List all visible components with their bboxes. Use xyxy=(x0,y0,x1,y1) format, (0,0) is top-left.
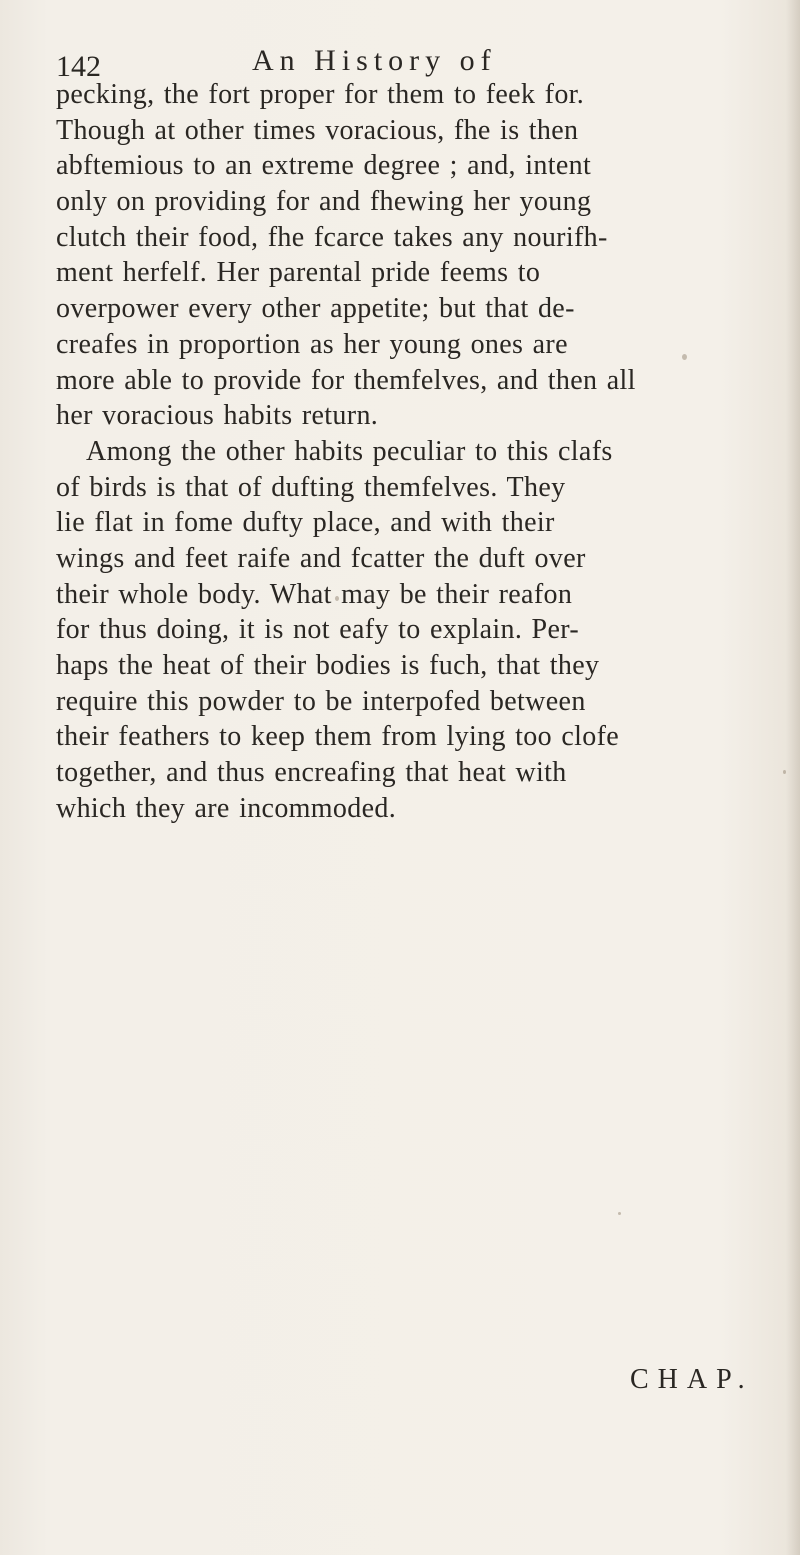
text-line: of birds is that of dufting themfelves. They xyxy=(56,471,566,503)
paper-speck xyxy=(783,770,786,774)
text-line: pecking, the fort proper for them to feek for. xyxy=(56,79,585,110)
text-line: her voracious habits return. xyxy=(56,400,379,432)
text-line: abftemious to an extreme degree ; and, intent xyxy=(56,150,592,182)
text-line: overpower every other appetite; but that de- xyxy=(56,293,575,325)
paper-speck xyxy=(335,596,339,601)
text-line: only on providing for and fhewing her young xyxy=(56,186,592,218)
text-line: more able to provide for themfelves, and then all xyxy=(56,364,636,396)
text-line: Though at other times voracious, fhe is then xyxy=(56,114,579,146)
page-number: 142 xyxy=(56,50,101,83)
body-text xyxy=(56,77,776,826)
text-line: for thus doing, it is not eafy to explain. Per- xyxy=(56,614,580,646)
text-line: their feathers to keep them from lying too clofe xyxy=(56,721,620,753)
text-line: creafes in proportion as her young ones are xyxy=(56,328,568,360)
text-line: which they are incommoded. xyxy=(56,792,397,824)
text-line: lie flat in fome dufty place, and with their xyxy=(56,507,555,539)
paragraph-start-line: Among the other habits peculiar to this clafs xyxy=(86,435,613,467)
text-line: haps the heat of their bodies is fuch, that they xyxy=(56,650,600,681)
text-line: wings and feet raife and fcatter the duft over xyxy=(56,542,586,574)
paper-speck xyxy=(682,354,687,360)
text-line: together, and thus encreafing that heat with xyxy=(56,757,567,789)
text-line: clutch their food, fhe fcarce takes any nourifh- xyxy=(56,221,608,253)
catchword: CHAP. xyxy=(630,1364,754,1395)
page-edge-shadow xyxy=(786,0,800,1555)
text-line: require this powder to be interpofed between xyxy=(56,685,586,717)
text-line: their whole body. What may be their reafon xyxy=(56,578,573,610)
running-title: An History of xyxy=(252,44,497,77)
paper-speck xyxy=(618,1212,621,1215)
text-line: ment herfelf. Her parental pride feems to xyxy=(56,257,541,289)
